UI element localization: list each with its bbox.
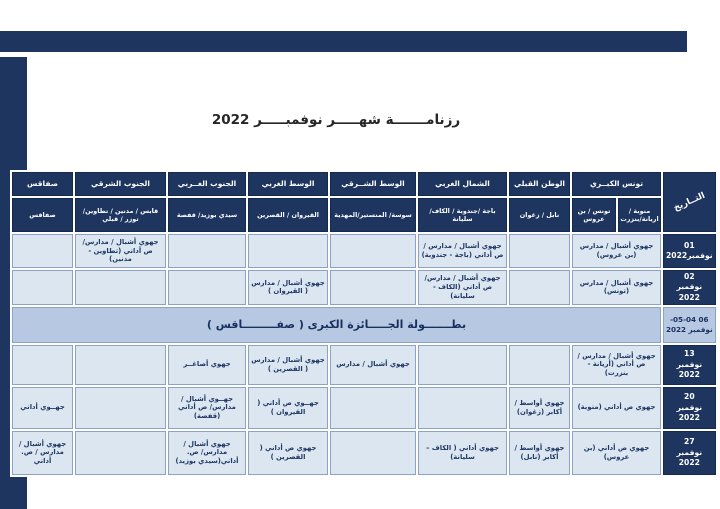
sub-header-beja-jendouba-kef-siliana: باجة /جندوبة / الكاف/ سليانة xyxy=(418,198,507,232)
schedule-cell-south-west xyxy=(168,234,246,268)
region-header-south-east: الجنوب الشرقي xyxy=(75,172,166,196)
date-cell xyxy=(663,431,716,475)
schedule-cell-center-east xyxy=(330,234,416,268)
schedule-cell-cap-bon xyxy=(509,345,570,385)
table-row-nov-27 xyxy=(12,431,716,475)
table-row-nov-13 xyxy=(12,345,716,385)
schedule-cell-center-east: جهوي أشبال / مدارس xyxy=(330,345,416,385)
region-header-cap-bon: الوطن القبلي xyxy=(509,172,570,196)
region-header-grand-tunis: تونس الكبــري xyxy=(572,172,661,196)
schedule-cell-center-west: جهــوي ص أداني ( القيروان ) xyxy=(248,387,328,429)
date-month: نوفمبر 2022 xyxy=(676,282,703,302)
date-day: 27 xyxy=(684,437,695,447)
date-day: 20 xyxy=(684,392,695,402)
date-column-header xyxy=(663,172,716,232)
schedule-cell-south-west: جهــوي أشبال / مدارس/ ص أداني (قفصة) xyxy=(168,387,246,429)
schedule-cell-center-east xyxy=(330,387,416,429)
schedule-cell-sfax xyxy=(12,270,73,305)
page-title: رزنامـــــــة شهـــــر نوفمبـــــر 2022 xyxy=(211,112,461,128)
sub-header-kairouan-kasserine: القيروان / القصرين xyxy=(248,198,328,232)
schedule-cell-grand-tunis: جهوي أشبال / مدارس (بن عروس) xyxy=(572,234,661,268)
schedule-cell-south-west: جهوي أشبال / مدارس/ ص. أداني(سيدي بوزيد) xyxy=(168,431,246,475)
schedule-cell-south-east xyxy=(75,431,166,475)
date-cell xyxy=(663,307,716,343)
region-header-sfax: صفاقس xyxy=(12,172,73,196)
region-header-center-west: الوسط الغربي xyxy=(248,172,328,196)
calendar-table xyxy=(10,170,718,477)
sub-header-manouba-ariana-bizerte: منوبة / اريانة/بنزرت xyxy=(618,198,661,232)
sub-header-sfax: صفاقس xyxy=(12,198,73,232)
date-header-label: التــاريخ xyxy=(671,190,707,213)
schedule-cell-sfax xyxy=(12,345,73,385)
date-day: 02 xyxy=(684,272,695,281)
schedule-cell-center-west: جهوي أشبال / مدارس ( القيروان ) xyxy=(248,270,328,305)
sub-header-gabes-medenine-tataouine-tozeur-kebili: قابس / مدنين / تطاوين/ توزر / قبلي xyxy=(75,198,166,232)
region-header-south-west: الجنوب الغــربي xyxy=(168,172,246,196)
date-month: نوفمبر2022 xyxy=(666,251,713,260)
date-month: نوفمبر 2022 xyxy=(665,324,713,334)
schedule-cell-center-east xyxy=(330,270,416,305)
schedule-cell-south-east: جهوي أشبال / مدارس/ ص أداني (تطاوين - مدنين) xyxy=(75,234,166,268)
date-month: نوفمبر 2022 xyxy=(676,402,703,422)
schedule-cell-center-west: جهوي أشبال / مدارس ( القصرين ) xyxy=(248,345,328,385)
date-month: نوفمبر 2022 xyxy=(676,359,703,379)
schedule-cell-north-west xyxy=(418,345,507,385)
schedule-cell-south-west xyxy=(168,270,246,305)
sub-header-tunis-benarous: تونس / بن عروس xyxy=(572,198,616,232)
region-header-north-west: الشمال الغربي xyxy=(418,172,507,196)
date-month: نوفمبر 2022 xyxy=(676,447,703,467)
schedule-cell-center-east xyxy=(330,431,416,475)
schedule-cell-north-west: جهوي أشبال / مدارس/ ص أداني (الكاف - سليانة) xyxy=(418,270,507,305)
grand-prix-label: بطـــــــولة الجـــــائزة الكبرى ( صفـــــــــاقس ) xyxy=(12,307,661,343)
schedule-cell-cap-bon: جهوي أواسط / أكابر (زغوان) xyxy=(509,387,570,429)
date-cell xyxy=(663,234,716,268)
schedule-cell-grand-tunis: جهوي أشبال / مدارس (تونس) xyxy=(572,270,661,305)
sub-header-sousse-monastir-mahdia: سوسة/ المنستير/المهدية xyxy=(330,198,416,232)
header-group-row xyxy=(12,172,716,196)
schedule-cell-south-east xyxy=(75,345,166,385)
date-day: -05-04 06 xyxy=(670,315,709,325)
schedule-cell-south-east xyxy=(75,387,166,429)
table-row-nov-02 xyxy=(12,270,716,305)
sub-header-sidibouzid-gafsa: سيدي بوزيد/ قفصة xyxy=(168,198,246,232)
schedule-cell-sfax xyxy=(12,234,73,268)
schedule-cell-south-west: جهوي أصاغــر xyxy=(168,345,246,385)
schedule-cell-grand-tunis: جهوي أشبال / مدارس / ص أداني (أريانة - بنزرت) xyxy=(572,345,661,385)
date-cell xyxy=(663,270,716,305)
date-day: 01 xyxy=(684,240,695,250)
schedule-cell-grand-tunis: جهوي ص أداني (منوبة) xyxy=(572,387,661,429)
sub-header-nabeul-zaghouan: نابل / زغوان xyxy=(509,198,570,232)
schedule-cell-north-west xyxy=(418,387,507,429)
table-row-nov-20 xyxy=(12,387,716,429)
table-row-nov-01 xyxy=(12,234,716,268)
schedule-cell-center-west: جهوي ص أداني ( القصرين ) xyxy=(248,431,328,475)
schedule-cell-cap-bon xyxy=(509,270,570,305)
schedule-cell-north-west: جهوي أشبال / مدارس / ص أداني (باجة - جندوبة) xyxy=(418,234,507,268)
schedule-cell-sfax: جهوي أشبال / مدارس / ص. أداني xyxy=(12,431,73,475)
top-decor-bar xyxy=(0,31,687,52)
schedule-cell-cap-bon: جهوي أواسط / أكابر (نابل) xyxy=(509,431,570,475)
header-sub-row xyxy=(12,198,716,232)
schedule-cell-grand-tunis: جهوي ص أداني (بن عروس) xyxy=(572,431,661,475)
date-day: 13 xyxy=(684,349,695,359)
region-header-center-east: الوسط الشــرقي xyxy=(330,172,416,196)
schedule-cell-sfax: جهــوي أداني xyxy=(12,387,73,429)
schedule-cell-north-west: جهوي أداني ( الكاف – سليانة) xyxy=(418,431,507,475)
schedule-cell-south-east xyxy=(75,270,166,305)
date-cell xyxy=(663,387,716,429)
date-cell xyxy=(663,345,716,385)
schedule-cell-center-west xyxy=(248,234,328,268)
schedule-cell-cap-bon xyxy=(509,234,570,268)
table-row-grand-prix xyxy=(12,307,716,343)
